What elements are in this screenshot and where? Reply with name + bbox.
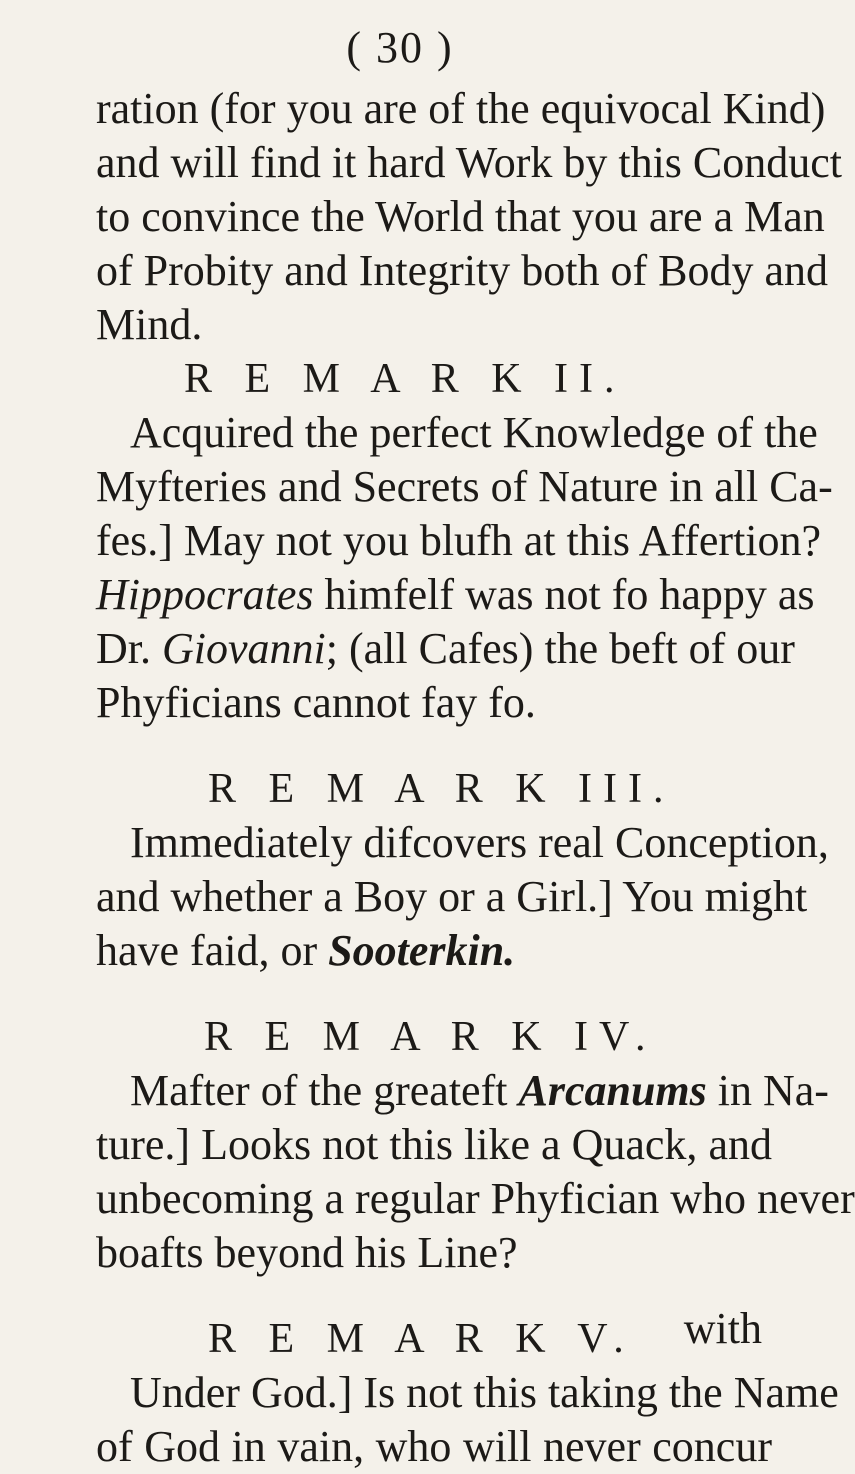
intro-paragraph [96,82,843,352]
text-line: unbecoming a regular Phyfician who never [96,1174,855,1223]
italic-name: Hippocrates [96,570,314,619]
remark-heading: R E M A R K III. [208,766,675,812]
text-line [96,622,795,676]
text-span: himfelf was not fo happy as [313,570,815,619]
remark-heading: R E M A R K V. [208,1316,635,1362]
text-line: ture.] Looks not this like a Quack, and [96,1120,772,1169]
text-line: Under God.] Is not this taking the Name [130,1368,839,1417]
italic-word: Arcanums [518,1066,707,1115]
remark-section [96,1010,855,1280]
spacer [96,978,772,1010]
text-line: Mind. [96,300,203,349]
text-span: have faid, or [96,926,329,975]
text-line: to convince the World that you are a Man [96,192,825,241]
text-span: in Na- [706,1066,829,1115]
text-line: fes.] May not you blufh at this Affertion? [96,516,822,565]
remark-heading: R E M A R K II. [184,356,626,402]
spacer [96,1280,772,1312]
text-span: ; (all Cafes) the beft of our [325,624,795,673]
text-line: Immediately difcovers real Conception, [130,818,829,867]
page-body [96,82,855,1474]
catchword: with [683,1304,762,1353]
remark-section [96,352,833,730]
spacer [96,730,772,762]
text-line: Myfteries and Secrets of Nature in all Ca- [96,462,833,511]
text-line: Phyficians cannot fay fo. [96,678,536,727]
text-line [96,924,772,978]
remark-section [96,1312,839,1474]
text-line: and whether a Boy or a Girl.] You might [96,872,808,921]
remark-heading: R E M A R K IV. [204,1014,657,1060]
italic-name: Giovanni [162,624,326,673]
text-line [96,568,815,622]
text-line: of God in vain, who will never concur [96,1422,772,1471]
text-span: Dr. [96,624,162,673]
remark-section [96,762,829,978]
text-line: Acquired the perfect Knowledge of the [130,408,818,457]
text-line: and will find it hard Work by this Conduct [96,138,843,187]
text-line: ration (for you are of the equivocal Kind) [96,84,826,133]
text-line [96,1064,829,1118]
italic-word: Sooterkin. [328,926,516,975]
text-line: boafts beyond his Line? [96,1228,518,1277]
text-line: of Probity and Integrity both of Body and [96,246,829,295]
text-span: Mafter of the greateft [130,1066,519,1115]
page-number: ( 30 ) [346,23,454,72]
